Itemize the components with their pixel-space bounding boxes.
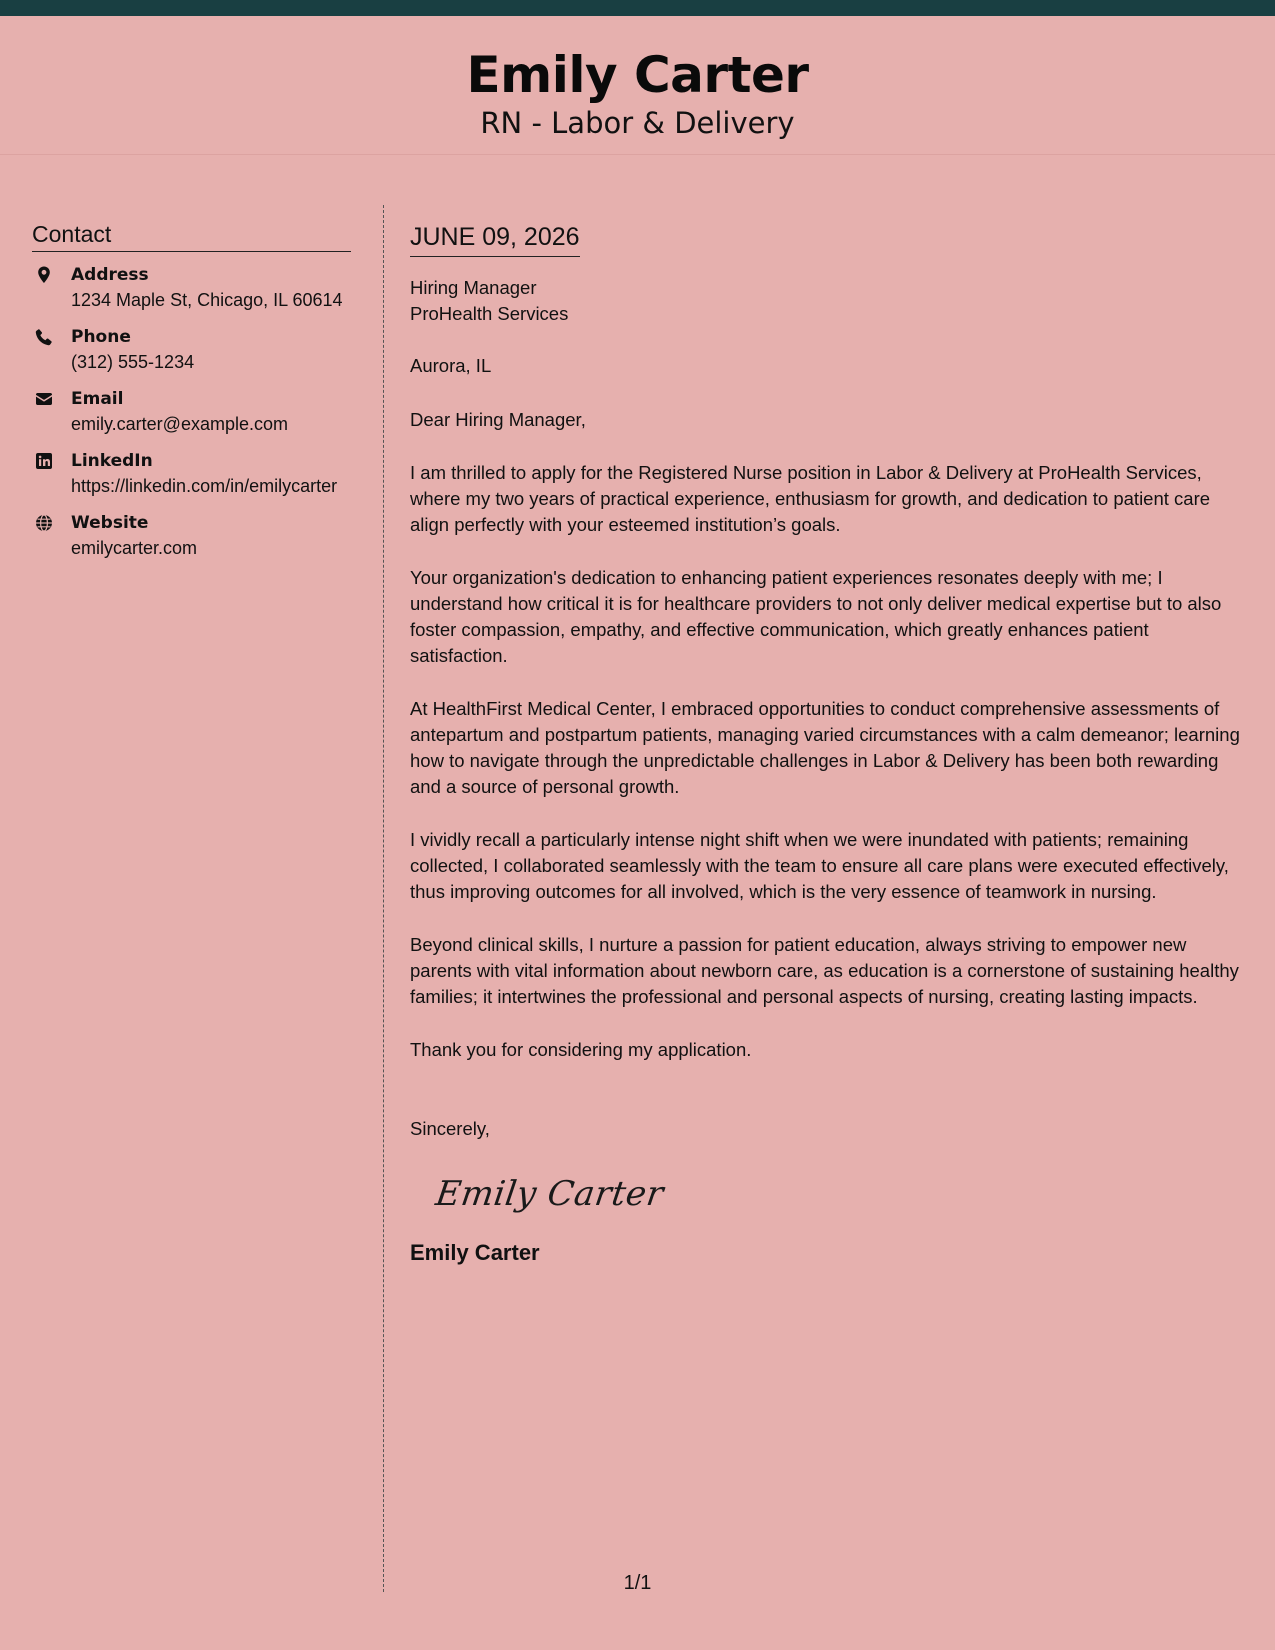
cover-letter-body	[410, 218, 1245, 1268]
contact-value: (312) 555-1234	[71, 352, 195, 372]
envelope-icon	[34, 389, 54, 409]
contact-phone	[32, 325, 351, 375]
globe-icon	[34, 513, 54, 533]
applicant-name: Emily Carter	[466, 46, 809, 104]
letter-paragraph: I am thrilled to apply for the Registered Nurse position in Labor & Delivery at ProHealth Services, where my two years of practical experience, enthusiasm for growth, and dedication to patient care align perfectly with your esteemed institution’s goals.	[410, 462, 1211, 535]
contact-value: 1234 Maple St, Chicago, IL 60614	[71, 290, 343, 310]
letter-paragraph: At HealthFirst Medical Center, I embraced opportunities to conduct comprehensive assessments of antepartum and postpartum patients, managing varied circumstances with a calm demeanor; learning how to navigate through the unpredictable challenges in Labor & Delivery has been both rewarding and a source of personal growth.	[410, 698, 1240, 797]
letter-paragraph: Your organization's dedication to enhancing patient experiences resonates deeply with me; I understand how critical it is for healthcare providers to not only deliver medical expertise but to also foster compassion, empathy, and effective communication, which greatly enhances patient satisfaction.	[410, 567, 1222, 666]
salutation: Dear Hiring Manager,	[410, 409, 586, 430]
page-number: 1/1	[623, 1572, 652, 1594]
sign-off: Sincerely,	[410, 1118, 490, 1139]
contact-label: Email	[71, 389, 124, 409]
letter-paragraph: Beyond clinical skills, I nurture a passion for patient education, always striving to empower new parents with vital information about newborn care, as education is a cornerstone of sustaining healthy families; it intertwines the professional and personal aspects of nursing, creating lasting impacts.	[410, 934, 1239, 1007]
contact-label: Website	[71, 513, 149, 533]
recipient-line: ProHealth Services	[410, 303, 569, 324]
recipient-city: Aurora, IL	[410, 355, 492, 376]
contact-value[interactable]: https://linkedin.com/in/emilycarter	[71, 476, 338, 496]
applicant-role: RN - Labor & Delivery	[480, 106, 795, 140]
contact-address	[32, 263, 351, 313]
contact-email	[32, 387, 351, 437]
contact-heading: Contact	[32, 218, 351, 252]
linkedin-icon	[34, 451, 54, 471]
letter-paragraph: Thank you for considering my application.	[410, 1039, 752, 1060]
top-accent-bar	[0, 0, 1275, 16]
phone-icon	[34, 327, 54, 347]
column-divider	[383, 205, 384, 1592]
contact-linkedin	[32, 449, 351, 499]
map-pin-icon	[34, 265, 54, 285]
contact-value[interactable]: emilycarter.com	[71, 538, 198, 558]
signer-name: Emily Carter	[410, 1240, 540, 1265]
contact-website	[32, 511, 351, 561]
handwritten-signature: Emily Carter	[433, 1174, 667, 1214]
recipient-line: Hiring Manager	[410, 277, 537, 298]
contact-label: Address	[71, 265, 149, 285]
letter-date: JUNE 09, 2026	[410, 218, 580, 257]
letter-paragraph: I vividly recall a particularly intense night shift when we were inundated with patients; remaining collected, I collaborated seamlessly with the team to ensure all care plans were executed effectively, thus improving outcomes for all involved, which is the very essence of teamwork in nursing.	[410, 829, 1229, 902]
contact-label: Phone	[71, 327, 131, 347]
contact-value: emily.carter@example.com	[71, 414, 288, 434]
contact-label: LinkedIn	[71, 451, 153, 471]
resume-header	[0, 16, 1275, 155]
contact-sidebar	[32, 218, 351, 573]
